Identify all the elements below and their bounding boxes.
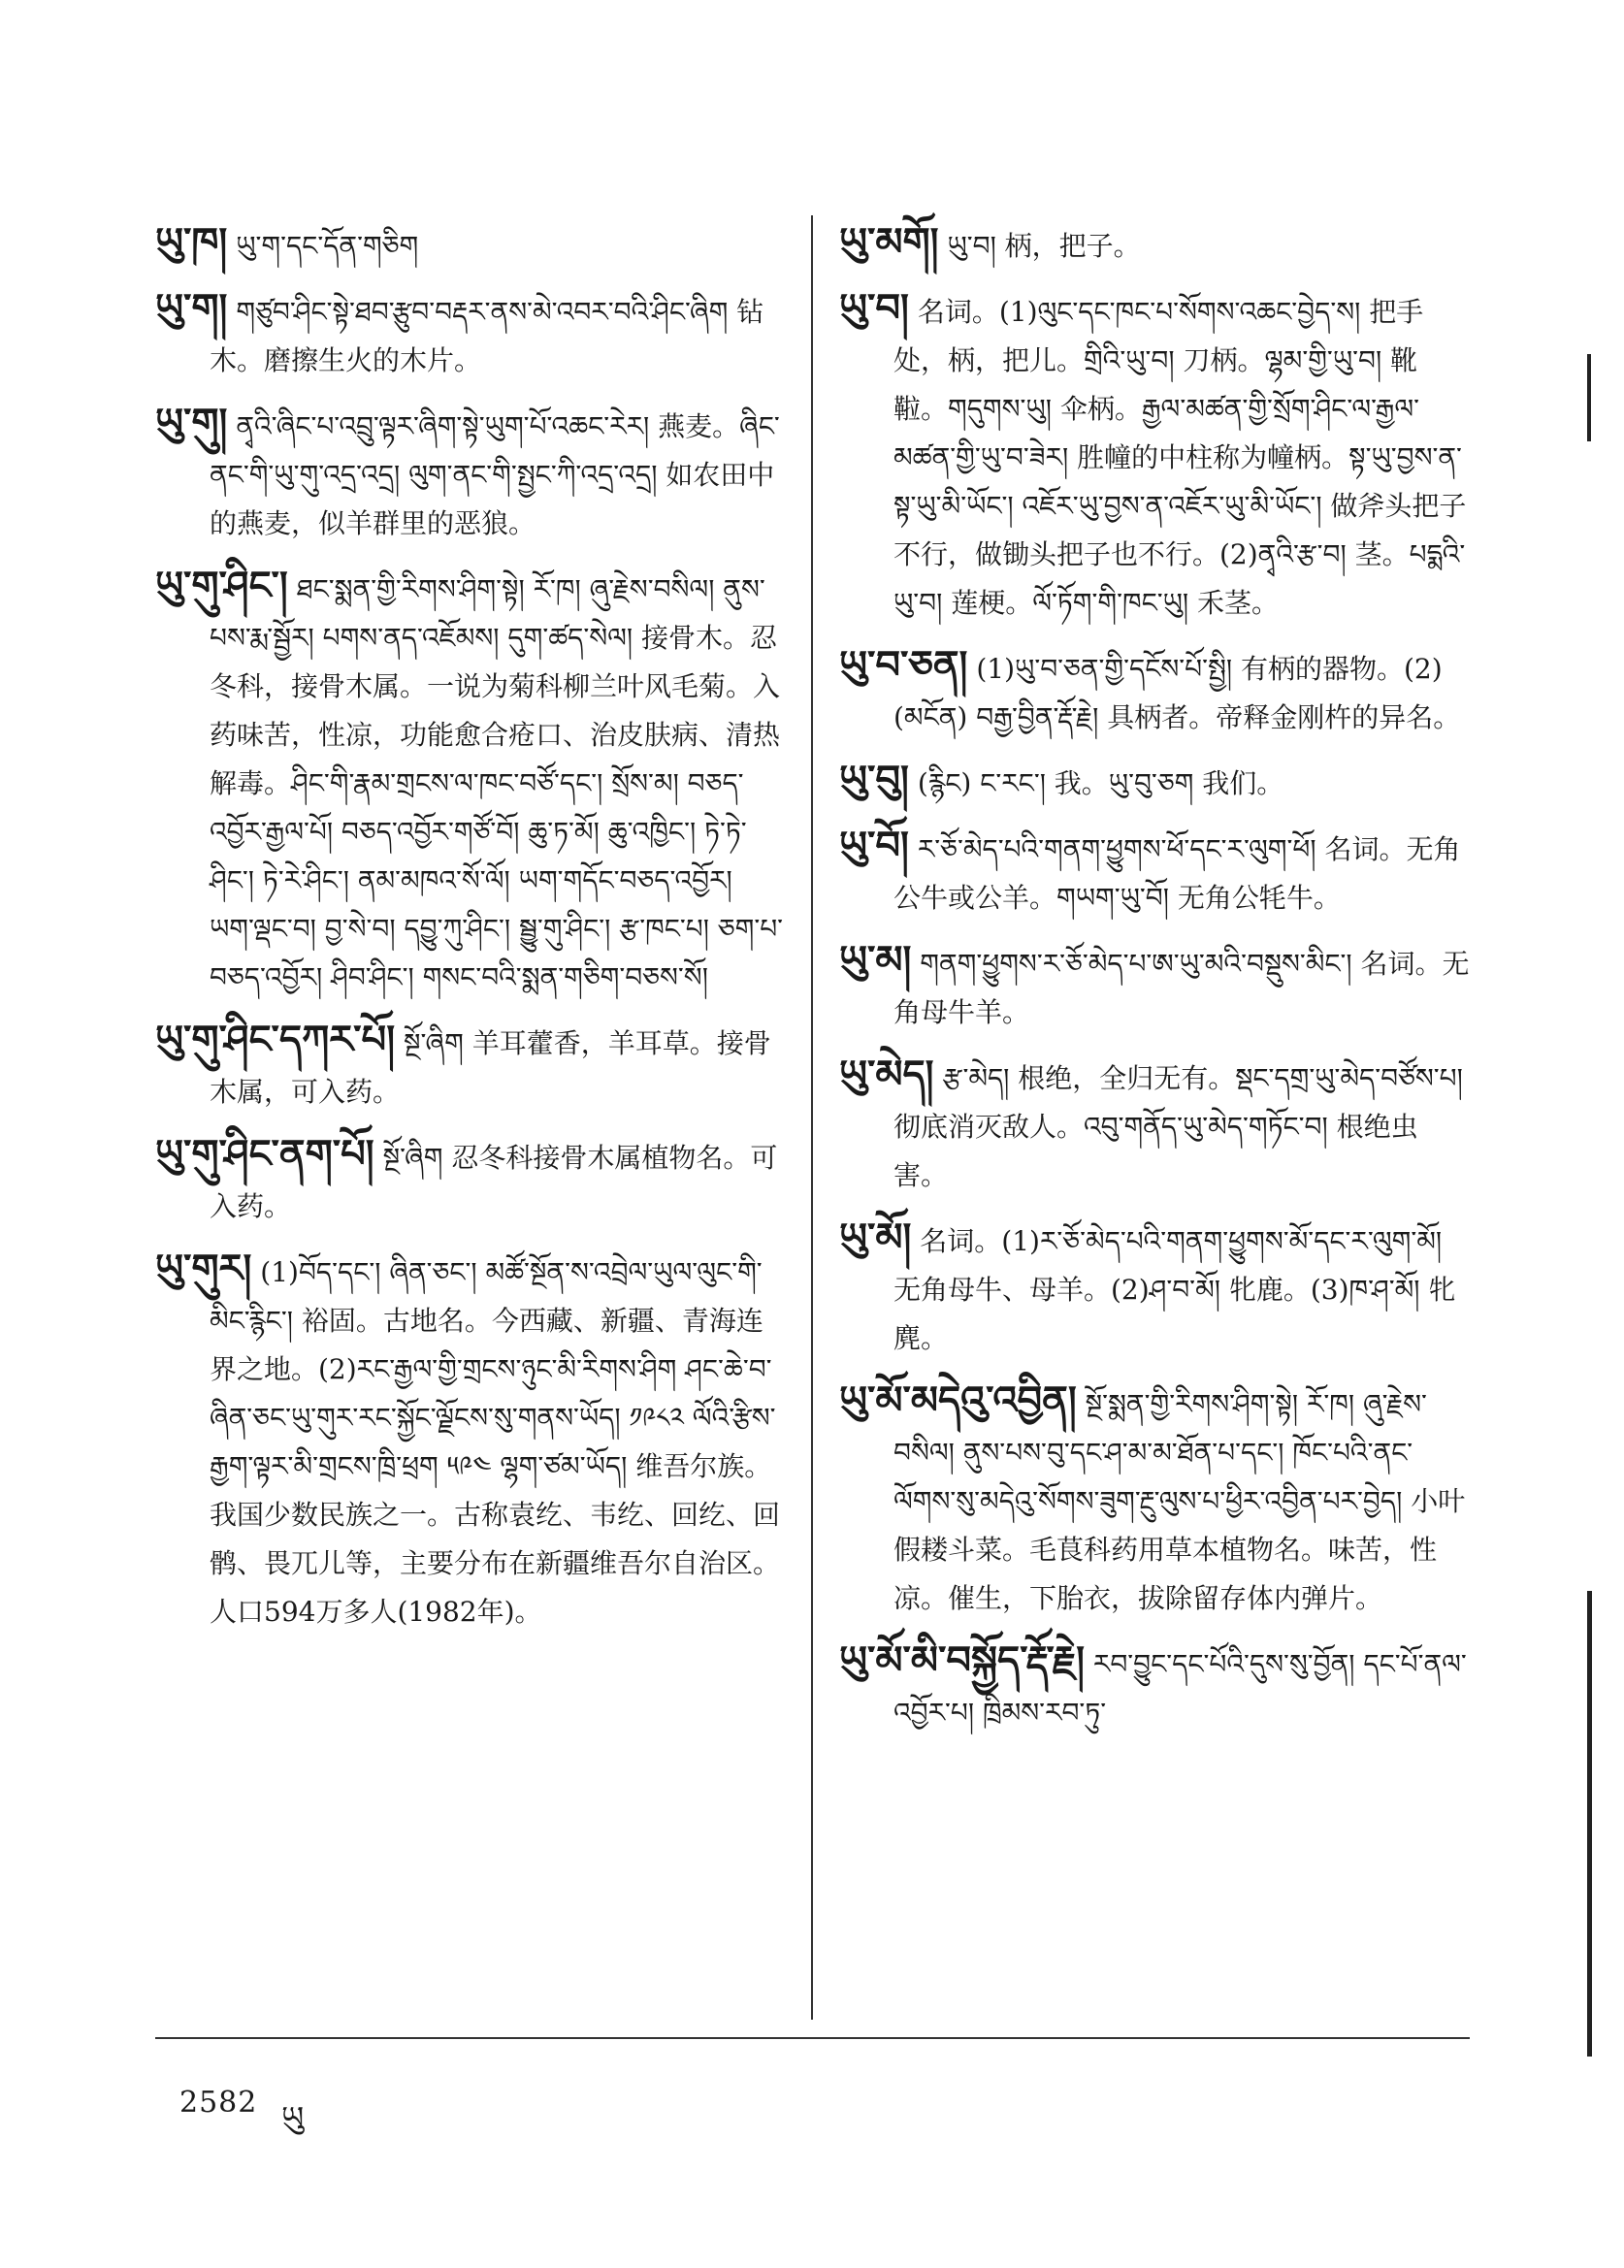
left-column: [155, 218, 784, 1650]
entry-body: [155, 1016, 784, 1117]
scan-mark: [1587, 1591, 1592, 2057]
entry-headword: ཡུ་མ།: [839, 937, 912, 983]
entry-body: [155, 1245, 784, 1636]
page-number: 2582: [179, 2086, 258, 2120]
entry-headword: ཡུ་བ་ཅན།: [839, 642, 968, 688]
entry-headword: ཡུ་གུར།: [155, 1246, 252, 1291]
entry-definition: 名词。(1)ར་ཅོ་མེད་པའི་གནག་ཕྱུགས་མོ་དང་ར་ལུག་མོ། 无角母牛、母羊。(2)ཤ་བ་མོ། 牝鹿。(3)ཁ་ཤ་མོ། 牝麂。: [893, 1225, 1456, 1354]
dictionary-entry: [839, 1636, 1470, 1737]
entry-body: [839, 1214, 1470, 1363]
entry-headword: ཡུ་མགོ།: [839, 219, 939, 265]
entry-headword: ཡུ་གུ་ཤིང་དཀར་པོ།: [155, 1017, 396, 1062]
entry-definition: གནག་ཕྱུགས་ར་ཅོ་མེད་པ་ཨ་ཡུ་མའི་བསྡུས་མིང་། 名词。无角母牛羊。: [893, 948, 1470, 1028]
dictionary-entry: [839, 936, 1470, 1037]
scan-mark: [1587, 354, 1591, 441]
entry-headword: ཡུ་མེད།: [839, 1052, 934, 1097]
entry-body: [839, 1051, 1470, 1200]
entry-body: [155, 562, 784, 1002]
entry-body: [839, 1377, 1470, 1623]
dictionary-entry: [155, 1016, 784, 1117]
entry-body: [155, 1130, 784, 1231]
entry-definition: སྔོ་ཞིག 羊耳藿香，羊耳草。接骨木属，可入药。: [210, 1027, 771, 1108]
entry-definition: ཐང་སྨན་གྱི་རིགས་ཤིག་སྟེ། རོ་ཁ། ཞུ་རྗེས་བསིལ། ནུས་པས་རྨ་སྦྱོར། པགས་ནད་འཇོམས། དུག་ཚད་སེལ། 接骨木。忍冬科，接骨木属。一说为菊科柳兰叶风毛菊。入药味苦，性凉，功能愈合疮口、治皮肤病、清热解毒。ཤིང་གི་རྣམ་གྲངས་ལ་ཁང་བཙོ་དང་། སྲོས་མ། བཅད་འབྱོར་རྒྱལ་པོ། བཅད་འབྱོར་གཙོ་བོ། ཆུ་ཏ་མོ། ཆུ་འཁྱིང་། ཏེ་ཏེ་ཤིང་། ཏེ་རེ་ཤིང་། ནམ་མཁའ་སོ་ལོ། ཡག་གདོང་བཅད་འབྱོར། ཡག་ལྡང་བ། བྱ་སེ་བ། དབྱུ་ཀུ་ཤིང་། སྦྱུ་གུ་ཤིང་། རྩ་ཁང་པ། ཅག་པ་བཅད་འབྱོར། ཤིབ་ཤིང་། གསང་བའི་སྨན་གཅིག་བཅས་སོ།: [210, 573, 784, 993]
entry-body: [839, 1636, 1470, 1737]
dictionary-entry: [155, 218, 784, 271]
entry-headword: ཡུ་མོ།: [839, 1215, 912, 1260]
dictionary-entry: [839, 218, 1470, 271]
dictionary-entry: [155, 1245, 784, 1636]
column-divider: [811, 215, 813, 2020]
dictionary-entry: [839, 284, 1470, 628]
entry-headword: ཡུ་བུ།: [839, 757, 909, 802]
entry-body: [839, 641, 1470, 742]
entry-definition: གཙུབ་ཤིང་སྟེ་ཐབ་རྩུབ་བརྡར་ནས་མེ་འབར་བའི་ཤིང་ཞིག 钻木。磨擦生火的木片。: [210, 296, 764, 376]
dictionary-entry: [839, 756, 1470, 808]
entry-headword: ཡུ་མོ་མདེའུ་འབྱིན།: [839, 1377, 1077, 1423]
entry-definition: སྔོ་སྨན་གྱི་རིགས་ཤིག་སྟེ། རོ་ཁ། ཞུ་རྗེས་བསིལ། ནུས་པས་བུ་དང་ཤ་མ་མ་ཐོན་པ་དང་། ཁོང་པའི་ནང་ལོགས་སུ་མདེའུ་སོགས་ཟུག་རྔུ་ལུས་པ་ཕྱིར་འབྱིན་པར་བྱེད། 小叶假耧斗菜。毛茛科药用草本植物名。味苦，性凉。催生，下胎衣，拔除留存体内弹片。: [893, 1388, 1466, 1614]
entry-body: [839, 822, 1470, 923]
entry-body: [155, 399, 784, 548]
entry-headword: ཡུ་གུ་ཤིང་ནག་པོ།: [155, 1131, 374, 1177]
dictionary-entry: [839, 641, 1470, 742]
entry-headword: ཡུ་ཁ།: [155, 219, 228, 265]
entry-headword: ཡུ་ག།: [155, 285, 228, 331]
entry-body: [839, 284, 1470, 628]
dictionary-entry: [155, 1130, 784, 1231]
page-header-letter: ཡུ: [281, 2099, 305, 2136]
dictionary-entry: [839, 1377, 1470, 1623]
footer-rule: [155, 2037, 1470, 2039]
entry-body: [155, 284, 784, 385]
entry-definition: (1)བོད་དང་། ཞིན་ཅང་། མཚོ་སྔོན་ས་འབྲེལ་ཡུལ་ལུང་གི་མིང་རྙིང་། 裕固。古地名。今西藏、新疆、青海连界之地。(2)རང་རྒྱལ་གྱི་གྲངས་ཉུང་མི་རིགས་ཤིག ཤང་ཆེ་བ་ཞིན་ཅང་ཡུ་གུར་རང་སྐྱོང་ལྗོངས་སུ་གནས་ཡོད། ༡༩༨༢ ལོའི་རྩིས་རྒྱག་ལྟར་མི་གྲངས་ཁྲི་ཕྲག ༥༩༤ ལྷག་ཙམ་ཡོད། 维吾尔族。我国少数民族之一。古称袁纥、韦纥、回纥、回鹘、畏兀儿等，主要分布在新疆维吾尔自治区。人口594万多人(1982年)。: [210, 1256, 781, 1628]
right-column: [839, 218, 1470, 1751]
scan-edge-marks: [1587, 0, 1595, 2268]
entry-definition: ནྭའི་ཞིང་པ་འབྲུ་ལྟར་ཞིག་སྟེ་ཡུག་པོ་འཆང་རེར། 燕麦。ཞིང་ནང་གི་ཡུ་གུ་འདྲ་འདྲ། ལུག་ནང་གི་སྤྱང་ཀི་འདྲ་འདྲ། 如农田中的燕麦，似羊群里的恶狼。: [210, 410, 780, 539]
entry-definition: རབ་བྱུང་དང་པོའི་དུས་སུ་བྱོན། དང་པོ་ནལ་འབྱོར་པ། ཁྲིམས་རབ་ཏུ་: [893, 1648, 1467, 1729]
entry-body: [839, 218, 1470, 271]
entry-definition: ར་ཅོ་མེད་པའི་གནག་ཕྱུགས་ཕོ་དང་ར་ལུག་ཕོ། 名词。无角公牛或公羊。གཡག་ཡུ་བོ། 无角公牦牛。: [893, 833, 1461, 914]
entry-body: [155, 218, 784, 271]
dictionary-entry: [839, 822, 1470, 923]
entry-headword: ཡུ་བ།: [839, 285, 909, 331]
entry-headword: ཡུ་གུ་ཤིང་།: [155, 563, 288, 608]
entry-headword: ཡུ་བོ།: [839, 823, 909, 868]
dictionary-entry: [155, 399, 784, 548]
entry-definition: (1)ཡུ་བ་ཅན་གྱི་དངོས་པོ་སྤྱི། 有柄的器物。(2)(མངོན) བརྒྱ་བྱིན་རྡོ་རྗེ། 具柄者。帝释金刚杵的异名。: [893, 653, 1461, 733]
entry-body: [839, 756, 1470, 808]
entry-definition: ཡུ་ག་དང་དོན་གཅིག: [236, 230, 419, 262]
dictionary-entry: [839, 1214, 1470, 1363]
dictionary-entry: [155, 284, 784, 385]
entry-definition: ཡུ་བ། 柄，把子。: [947, 230, 1141, 262]
entry-definition: 名词。(1)ལུང་དང་ཁང་པ་སོགས་འཆང་བྱེད་ས། 把手处，柄，把儿。གྲིའི་ཡུ་བ། 刀柄。ལྷམ་གྱི་ཡུ་བ། 靴鞡。གདུགས་ཡུ། 伞柄。རྒྱལ་མཚན་གྱི་སྲོག་ཤིང་ལ་རྒྱལ་མཚན་གྱི་ཡུ་བ་ཟེར། 胜幢的中柱称为幢柄。སྟ་ཡུ་བྱས་ན་སྟ་ཡུ་མི་ཡོང་། འཇོར་ཡུ་བྱས་ན་འཇོར་ཡུ་མི་ཡོང་། 做斧头把子不行，做锄头把子也不行。(2)ནྭའི་རྩ་བ། 茎。པདྨའི་ཡུ་བ། 莲梗。ལོ་ཏོག་གི་ཁང་ཡུ། 禾茎。: [893, 296, 1467, 619]
entry-body: [839, 936, 1470, 1037]
entry-headword: ཡུ་གུ།: [155, 400, 228, 445]
dictionary-entry: [839, 1051, 1470, 1200]
dictionary-entry: [155, 562, 784, 1002]
entry-definition: སྔོ་ཞིག 忍冬科接骨木属植物名。可入药。: [210, 1142, 778, 1222]
entry-headword: ཡུ་མོ་མི་བསྐྱོད་རྡོ་རྗེ།: [839, 1637, 1085, 1683]
entry-definition: རྩ་མེད། 根绝，全归无有。སྡང་དགྲ་ཡུ་མེད་བཙོས་པ། 彻底消灭敌人。འབུ་གནོད་ཡུ་མེད་གཏོང་བ། 根绝虫害。: [893, 1062, 1463, 1191]
entry-definition: (རྙིང) ང་རང་། 我。ཡུ་བུ་ཅག 我们。: [917, 767, 1284, 799]
